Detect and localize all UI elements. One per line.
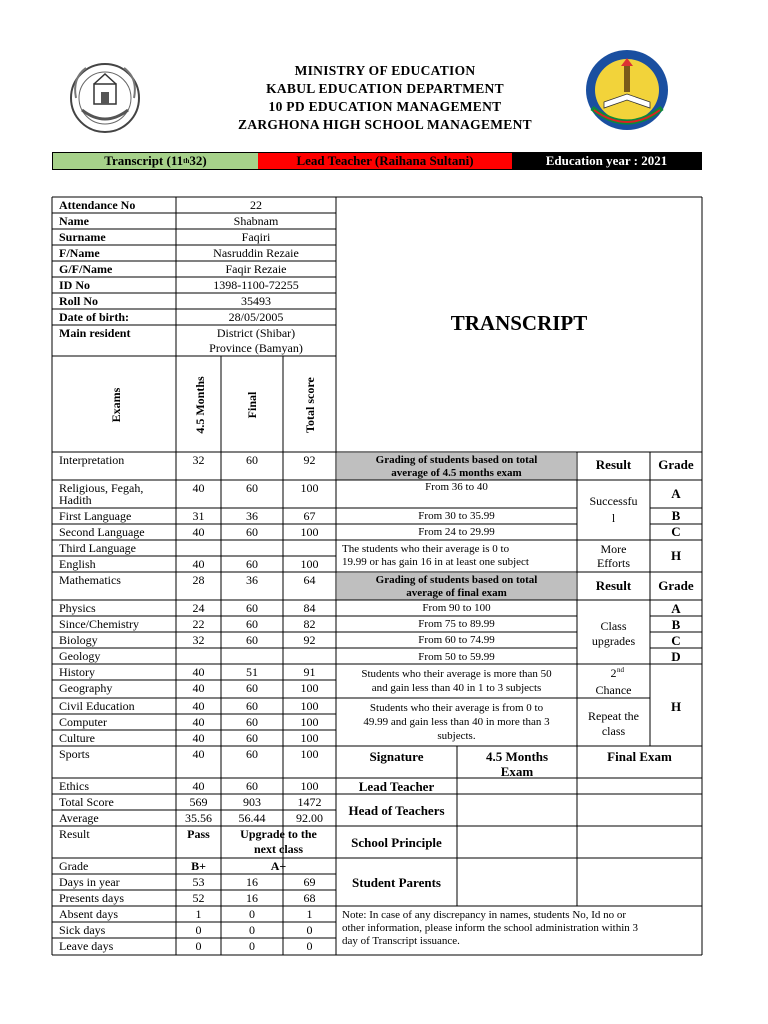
days-total: 0 xyxy=(306,923,313,937)
score-total: 1472 xyxy=(297,795,322,809)
score-total: 100 xyxy=(300,747,319,761)
score-final: 60 xyxy=(246,633,258,647)
score-total: 100 xyxy=(300,731,319,745)
score-months: 569 xyxy=(189,795,208,809)
grading1-range: From 36 to 40 xyxy=(425,481,488,493)
subject-name: Mathematics xyxy=(59,573,121,587)
score-months: 31 xyxy=(192,509,205,523)
score-total: 100 xyxy=(300,779,319,793)
subject-name: Interpretation xyxy=(59,453,125,467)
column-header-final: Final xyxy=(245,391,259,419)
grading2-title: Grading of students based on total xyxy=(375,574,538,586)
signature-role: School Principle xyxy=(351,835,442,850)
subject-name: Civil Education xyxy=(59,699,135,713)
subject-name: Geography xyxy=(59,681,113,695)
score-final: 60 xyxy=(246,453,258,467)
score-final: 60 xyxy=(246,699,258,713)
score-months: 24 xyxy=(192,601,205,615)
grading1-title: average of 4.5 months exam xyxy=(391,467,522,479)
student-field-label: Roll No xyxy=(59,294,98,308)
days-final: 16 xyxy=(246,875,258,889)
student-field-value: 1398-1100-72255 xyxy=(213,278,299,292)
grading1-result-success: Successfu xyxy=(589,494,638,508)
grading1-result-more: More xyxy=(600,542,627,556)
days-label: Days in year xyxy=(59,875,120,889)
grading1-title: Grading of students based on total xyxy=(375,454,538,466)
score-final: 60 xyxy=(246,601,258,615)
grading2-note: Students who their average is from 0 to xyxy=(369,702,544,714)
grading2-title: average of final exam xyxy=(406,587,507,599)
student-field-label: F/Name xyxy=(59,246,100,260)
note-text: Note: In case of any discrepancy in names, students No, Id no or xyxy=(342,909,627,921)
grading2-grade-header: Grade xyxy=(658,578,694,593)
grading2-range: From 90 to 100 xyxy=(422,602,491,614)
score-months: 22 xyxy=(192,617,205,631)
subject-name: Since/Chemistry xyxy=(59,617,139,631)
days-months: 53 xyxy=(192,875,205,889)
grading1-grade: H xyxy=(670,548,682,563)
subject-name: Culture xyxy=(59,731,95,745)
score-months: 32 xyxy=(192,453,205,467)
student-field-label: Main resident xyxy=(59,326,131,340)
days-label: Sick days xyxy=(59,923,106,937)
signature-months-header: 4.5 Months xyxy=(485,749,549,764)
grading1-note: 19.99 or has gain 16 in at least one subject xyxy=(342,556,529,568)
student-field-value: Shabnam xyxy=(233,214,279,228)
subject-name: Second Language xyxy=(59,525,145,539)
grading1-range: From 30 to 35.99 xyxy=(418,510,495,522)
grading2-note: and gain less than 40 in 1 to 3 subjects xyxy=(371,682,542,694)
subject-name: Sports xyxy=(59,747,90,761)
signature-role: Lead Teacher xyxy=(358,779,435,794)
score-final: 60 xyxy=(246,525,258,539)
header-line-management: 10 PD EDUCATION MANAGEMENT xyxy=(268,99,502,114)
grading2-grade: H xyxy=(670,699,682,714)
days-final: 0 xyxy=(249,939,255,953)
grade-months: B+ xyxy=(191,859,206,873)
grading2-result-chance: 2 xyxy=(610,666,617,680)
score-final: 36 xyxy=(246,573,258,587)
score-final: 51 xyxy=(246,665,258,679)
score-months: 40 xyxy=(192,481,205,495)
score-total: 92 xyxy=(303,633,316,647)
days-final: 0 xyxy=(249,907,255,921)
days-total: 0 xyxy=(306,939,313,953)
score-total: 100 xyxy=(300,715,319,729)
note-text: other information, please inform the school administration within 3 xyxy=(342,922,639,934)
score-months: 40 xyxy=(192,681,205,695)
days-months: 0 xyxy=(195,923,202,937)
score-total: 64 xyxy=(303,573,316,587)
score-months: 40 xyxy=(192,779,205,793)
grading2-note: subjects. xyxy=(437,730,476,742)
result-label: Result xyxy=(59,827,90,841)
subject-name: Average xyxy=(59,811,99,825)
grading1-range: From 24 to 29.99 xyxy=(418,526,495,538)
score-final: 60 xyxy=(246,481,258,495)
grading2-grade: D xyxy=(671,649,681,664)
grade-label: Grade xyxy=(59,859,89,873)
score-months: 32 xyxy=(192,633,205,647)
student-field-value: 22 xyxy=(250,198,262,212)
score-final: 60 xyxy=(246,557,258,571)
days-label: Leave days xyxy=(59,939,114,953)
signature-header: Signature xyxy=(369,749,424,764)
student-field-label: Surname xyxy=(59,230,106,244)
score-total: 84 xyxy=(303,601,316,615)
signature-months-header: Exam xyxy=(500,764,534,779)
grading2-range: From 75 to 89.99 xyxy=(418,618,495,630)
banner-class-cell: Transcript (11 th 32) xyxy=(53,153,258,169)
student-field-label: ID No xyxy=(59,278,91,292)
grading2-result-chance: Chance xyxy=(595,683,632,697)
student-field-value: 28/05/2005 xyxy=(228,310,284,324)
days-months: 52 xyxy=(192,891,205,905)
column-header-total: Total score xyxy=(303,377,317,433)
score-final: 56.44 xyxy=(238,811,266,825)
score-months: 40 xyxy=(192,731,205,745)
column-header-months: 4.5 Months xyxy=(193,376,207,434)
score-final: 60 xyxy=(246,747,258,761)
grading1-result-more: Efforts xyxy=(596,556,631,570)
score-total: 67 xyxy=(303,509,316,523)
score-total: 100 xyxy=(300,681,319,695)
score-final: 60 xyxy=(246,779,258,793)
days-months: 1 xyxy=(195,907,202,921)
grading2-result-upgrade: Class xyxy=(600,619,627,633)
student-field-label: Date of birth: xyxy=(59,310,129,324)
result-upgrade: Upgrade to the xyxy=(240,827,317,841)
student-field-value: Nasruddin Rezaie xyxy=(213,246,299,260)
student-field-label: Name xyxy=(59,214,89,228)
subject-name: Biology xyxy=(59,633,98,647)
score-final: 60 xyxy=(246,731,258,745)
score-total: 100 xyxy=(300,481,319,495)
grading2-note: 49.99 and gain less than 40 in more than 3 xyxy=(363,716,550,728)
subject-name: Third Language xyxy=(59,541,136,555)
grading2-grade: A xyxy=(671,601,681,616)
days-total: 69 xyxy=(303,875,316,889)
grading2-result-repeat: Repeat the xyxy=(588,709,639,723)
grading1-grade: C xyxy=(671,524,681,539)
student-field-label: G/F/Name xyxy=(59,262,113,276)
score-final: 60 xyxy=(246,617,258,631)
score-total: 92.00 xyxy=(296,811,323,825)
column-header-exams: Exams xyxy=(109,387,123,423)
header-line-department: KABUL EDUCATION DEPARTMENT xyxy=(266,81,504,96)
score-months: 40 xyxy=(192,525,205,539)
student-field-value: Faqir Rezaie xyxy=(225,262,287,276)
subject-name: First Language xyxy=(59,509,132,523)
days-months: 0 xyxy=(195,939,202,953)
score-total: 91 xyxy=(303,665,316,679)
grading1-note: The students who their average is 0 to xyxy=(342,543,510,555)
signature-role: Head of Teachers xyxy=(348,803,445,818)
subject-name: Hadith xyxy=(59,493,92,507)
header-line-school: ZARGHONA HIGH SCHOOL MANAGEMENT xyxy=(238,117,532,132)
grading2-result-repeat: class xyxy=(601,724,626,738)
grading1-grade-header: Grade xyxy=(658,457,694,472)
grading1-result-header: Result xyxy=(595,457,632,472)
subject-name: Ethics xyxy=(59,779,89,793)
days-total: 1 xyxy=(306,907,313,921)
score-months: 40 xyxy=(192,665,205,679)
result-pass: Pass xyxy=(187,827,210,841)
score-final: 60 xyxy=(246,715,258,729)
grading2-result-header: Result xyxy=(595,578,632,593)
days-label: Presents days xyxy=(59,891,124,905)
score-months: 40 xyxy=(192,747,205,761)
score-total: 82 xyxy=(303,617,316,631)
student-field-value: Faqiri xyxy=(241,230,271,244)
subject-name: Total Score xyxy=(59,795,114,809)
signature-final-header: Final Exam xyxy=(607,749,672,764)
grading2-result-upgrade: upgrades xyxy=(591,634,636,648)
grading2-range: From 60 to 74.99 xyxy=(418,634,495,646)
days-total: 68 xyxy=(303,891,316,905)
score-total: 100 xyxy=(300,699,319,713)
transcript-title: TRANSCRIPT xyxy=(450,311,588,335)
score-final: 60 xyxy=(246,681,258,695)
grading2-note: Students who their average is more than 50 xyxy=(361,668,552,680)
grading1-grade: B xyxy=(671,508,681,523)
score-total: 100 xyxy=(300,557,319,571)
subject-name: History xyxy=(59,665,95,679)
grading1-grade: A xyxy=(671,486,681,501)
subject-name: Physics xyxy=(59,601,96,615)
subject-name: Computer xyxy=(59,715,107,729)
subject-name: Geology xyxy=(59,649,101,663)
signature-role: Student Parents xyxy=(352,875,441,890)
score-total: 92 xyxy=(303,453,316,467)
score-months: 40 xyxy=(192,715,205,729)
score-months: 28 xyxy=(192,573,205,587)
subject-name: Religious, Fegah, xyxy=(59,481,144,495)
grading2-result-chance: nd xyxy=(617,666,624,674)
score-total: 100 xyxy=(300,525,319,539)
student-field-value: District (Shibar) xyxy=(216,326,296,340)
student-field-value: Province (Bamyan) xyxy=(209,341,303,355)
result-upgrade: next class xyxy=(254,842,303,856)
student-field-label: Attendance No xyxy=(59,198,136,212)
score-months: 40 xyxy=(192,699,205,713)
score-months: 40 xyxy=(192,557,205,571)
banner-education-year-cell: Education year : 2021 xyxy=(512,153,701,169)
score-final: 903 xyxy=(243,795,261,809)
score-final: 36 xyxy=(246,509,258,523)
grading2-grade: C xyxy=(671,633,681,648)
days-final: 0 xyxy=(249,923,255,937)
days-final: 16 xyxy=(246,891,258,905)
grading2-grade: B xyxy=(671,617,681,632)
days-label: Absent days xyxy=(59,907,118,921)
score-months: 35.56 xyxy=(185,811,212,825)
subject-name: English xyxy=(59,557,96,571)
grading2-range: From 50 to 59.99 xyxy=(418,651,495,663)
banner-lead-teacher-cell: Lead Teacher (Raihana Sultani) xyxy=(258,153,512,169)
note-text: day of Transcript issuance. xyxy=(342,935,460,947)
grading1-result-success: l xyxy=(611,511,616,525)
student-field-value: 35493 xyxy=(241,294,271,308)
header-line-ministry: MINISTRY OF EDUCATION xyxy=(294,63,476,78)
grade-final: A+ xyxy=(270,859,287,873)
